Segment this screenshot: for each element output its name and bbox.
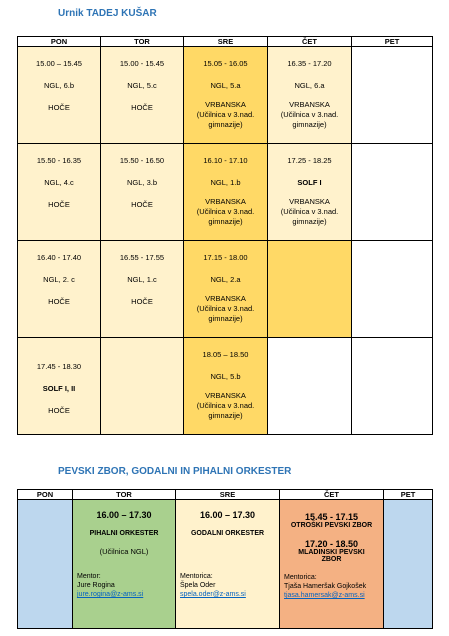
empty-cell — [352, 241, 433, 338]
email-link[interactable]: jure.rogina@z-ams.si — [77, 591, 144, 598]
ensemble-cell: 16.00 – 17.30 GODALNI ORKESTER Mentorica: Špela Oder spela.oder@z-ams.si — [176, 500, 280, 629]
lesson-cell: 15.00 – 15.45 NGL, 6.b HOČE — [18, 47, 101, 144]
day-header: TOR — [101, 37, 184, 47]
day-header: PON — [18, 490, 73, 500]
schedule-header — [18, 37, 433, 47]
table-row — [18, 500, 433, 629]
lesson-cell: 15.05 - 16.05 NGL, 5.a VRBANSKA (Učilnica v 3.nad. gimnazije) — [184, 47, 268, 144]
ensemble-cell: 15.45 - 17.15 OTROŠKI PEVSKI ZBOR 17.20 - 18.50 MLADINSKI PEVSKI ZBOR Mentorica: Tjaša Hameršak Gojkošek tjasa.hamersak@z-ams.si — [280, 500, 384, 629]
day-header: TOR — [73, 490, 176, 500]
lesson-cell: 16.10 - 17.10 NGL, 1.b VRBANSKA (Učilnica v 3.nad. gimnazije) — [184, 144, 268, 241]
music-table — [17, 489, 433, 629]
empty-cell — [268, 241, 352, 338]
day-header: PON — [18, 37, 101, 47]
lesson-cell: 18.05 – 18.50 NGL, 5.b VRBANSKA (Učilnica v 3.nad. gimnazije) — [184, 338, 268, 435]
lesson-cell: 15.50 - 16.35 NGL, 4.c HOČE — [18, 144, 101, 241]
lesson-cell: 15.50 - 16.50 NGL, 3.b HOČE — [101, 144, 184, 241]
email-link[interactable]: tjasa.hamersak@z-ams.si — [284, 592, 365, 599]
day-header: SRE — [184, 37, 268, 47]
day-header: PET — [352, 37, 433, 47]
empty-cell — [384, 500, 433, 629]
lesson-cell: 17.45 - 18.30 SOLF I, II HOČE — [18, 338, 101, 435]
lesson-cell: 17.15 - 18.00 NGL, 2.a VRBANSKA (Učilnica v 3.nad. gimnazije) — [184, 241, 268, 338]
table-row — [18, 338, 433, 435]
schedule-table — [17, 36, 433, 435]
day-header: ČET — [268, 37, 352, 47]
empty-cell — [352, 47, 433, 144]
empty-cell — [268, 338, 352, 435]
lesson-cell: 16.55 - 17.55 NGL, 1.c HOČE — [101, 241, 184, 338]
ensemble-cell: 16.00 – 17.30 PIHALNI ORKESTER (Učilnica NGL) Mentor: Jure Rogina jure.rogina@z-ams.si — [73, 500, 176, 629]
table-row — [18, 241, 433, 338]
lesson-cell: 16.40 - 17.40 NGL, 2. c HOČE — [18, 241, 101, 338]
lesson-cell: 17.25 - 18.25 SOLF I VRBANSKA (Učilnica v 3.nad. gimnazije) — [268, 144, 352, 241]
lesson-cell: 15.00 - 15.45 NGL, 5.c HOČE — [101, 47, 184, 144]
empty-cell — [352, 338, 433, 435]
day-header: ČET — [280, 490, 384, 500]
table-row — [18, 144, 433, 241]
email-link[interactable]: spela.oder@z-ams.si — [180, 591, 246, 598]
empty-cell — [18, 500, 73, 629]
empty-cell — [352, 144, 433, 241]
day-header: SRE — [176, 490, 280, 500]
section-title: PEVSKI ZBOR, GODALNI IN PIHALNI ORKESTER — [58, 466, 292, 477]
lesson-cell: 16.35 - 17.20 NGL, 6.a VRBANSKA (Učilnica v 3.nad. gimnazije) — [268, 47, 352, 144]
empty-cell — [101, 338, 184, 435]
table-row — [18, 47, 433, 144]
music-header — [18, 490, 433, 500]
day-header: PET — [384, 490, 433, 500]
page-title: Urnik TADEJ KUŠAR — [58, 8, 157, 19]
